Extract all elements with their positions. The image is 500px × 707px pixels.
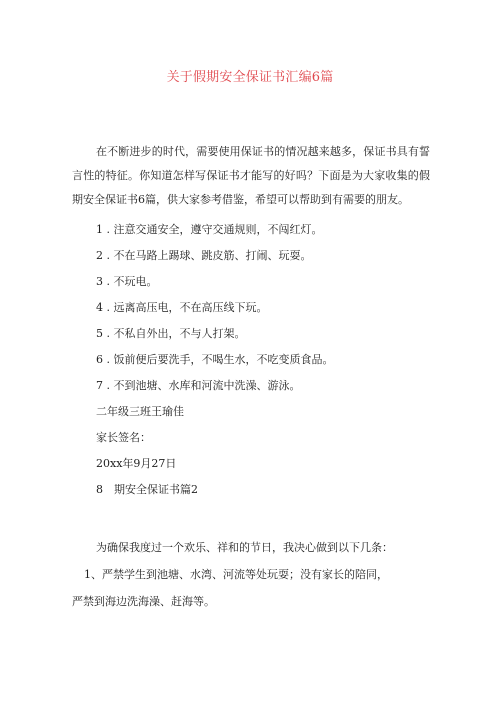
- section-heading: 8 期安全保证书篇2: [96, 483, 198, 496]
- section-intro: 为确保我度过一个欢乐、祥和的节日，我决心做到以下几条：: [96, 541, 393, 554]
- list-item: 2 . 不在马路上踢球、跳皮筋、打闹、玩耍。: [96, 249, 312, 262]
- section-item-line-continued: 严禁到海边洗海澡、赶海等。: [72, 595, 215, 608]
- list-item: 4 . 远离高压电，不在高压线下玩。: [96, 301, 268, 314]
- list-item: 1 . 注意交通安全，遵守交通规则，不闯红灯。: [96, 223, 323, 236]
- document-title: 关于假期安全保证书汇编6篇: [166, 70, 334, 85]
- list-item: 5 . 不私自外出，不与人打架。: [96, 327, 246, 340]
- intro-paragraph: 在不断进步的时代，需要使用保证书的情况越来越多，保证书具有誓言性的特征。你知道怎样写保证书才能写的好吗？下面是为大家收集的假期安全保证书6篇，供大家参考借鉴，希望可以帮助到有需要的朋友。: [72, 145, 430, 206]
- parent-signature-label: 家长签名：: [96, 431, 151, 444]
- date-line: 20xx年9月27日: [96, 457, 177, 470]
- list-item: 6 . 饭前便后要洗手，不喝生水，不吃变质食品。: [96, 353, 334, 366]
- list-item: 3 . 不玩电。: [96, 275, 158, 288]
- list-item: 7 . 不到池塘、水库和河流中洗澡、游泳。: [96, 379, 301, 392]
- section-item-line: 1、严禁学生到池塘、水湾、河流等处玩耍；没有家长的陪同，: [84, 568, 388, 581]
- signer-name: 二年级三班王瑜佳: [96, 405, 184, 418]
